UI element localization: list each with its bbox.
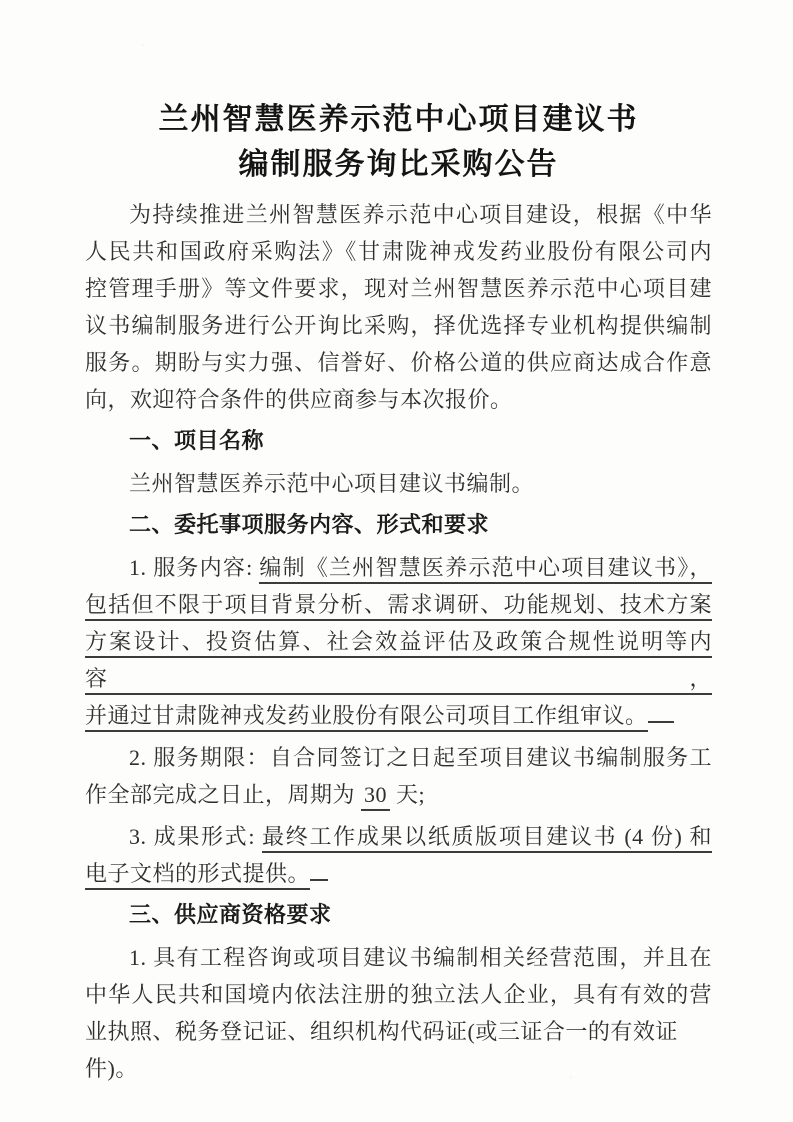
service-content-line-2 xyxy=(85,586,712,623)
section-3-heading: 三、供应商资格要求 xyxy=(129,903,332,928)
service-content-label: 1. 服务内容: xyxy=(129,555,260,580)
section-1-body xyxy=(85,465,712,502)
intro-paragraph xyxy=(85,196,712,418)
section-2-heading: 二、委托事项服务内容、形式和要求 xyxy=(129,513,490,538)
underline-tail xyxy=(648,701,674,723)
service-period-line-2 xyxy=(85,776,712,813)
project-name-line: 兰州智慧医养示范中心项目建议书编制。 xyxy=(129,471,535,496)
underline-tail xyxy=(310,859,328,881)
qualification-line-1: 1. 具有工程咨询或项目建议书编制相关经营范围，并且在 xyxy=(129,945,712,970)
service-period-text-pre: 作全部完成之日止，周期为 xyxy=(85,782,362,807)
deliverable-underlined-1: 最终工作成果以纸质版项目建议书 (4 份) 和 xyxy=(262,824,712,853)
service-period-text-post: 天; xyxy=(390,782,426,807)
service-content-line-4 xyxy=(85,697,712,734)
section-1-heading: 一、项目名称 xyxy=(129,429,265,454)
intro-line-6: 向，欢迎符合条件的供应商参与本次报价。 xyxy=(85,387,513,412)
service-period-line-1: 2. 服务期限：自合同签订之日起至项目建议书编制服务工 xyxy=(129,745,712,770)
service-content-line-3 xyxy=(85,623,712,697)
intro-line-5: 服务。期盼与实力强、信誉好、价格公道的供应商达成合作意 xyxy=(85,350,712,375)
service-content-item xyxy=(85,549,712,734)
service-content-underlined-1: 编制《兰州智慧医养示范中心项目建议书》， xyxy=(259,555,712,584)
deliverable-label: 3. 成果形式: xyxy=(129,824,263,849)
title-line-2: 编制服务询比采购公告 xyxy=(238,147,559,182)
service-content-underlined-4: 并通过甘肃陇神戎发药业股份有限公司项目工作组审议。 xyxy=(85,703,648,732)
qualification-line-2: 中华人民共和国境内依法注册的独立法人企业，具有有效的营 xyxy=(85,982,712,1007)
title-line-1: 兰州智慧医养示范中心项目建议书 xyxy=(158,102,639,137)
deliverable-line-1 xyxy=(85,818,712,855)
service-period-item xyxy=(85,739,712,813)
service-period-days-value: 30 xyxy=(361,782,390,811)
document-title xyxy=(85,97,712,187)
deliverable-form-item xyxy=(85,818,712,892)
deliverable-line-2 xyxy=(85,855,712,892)
service-content-line-1 xyxy=(85,549,712,586)
intro-line-3: 控管理手册》等文件要求，现对兰州智慧医养示范中心项目建 xyxy=(85,276,712,301)
intro-line-4: 议书编制服务进行公开询比采购，择优选择专业机构提供编制 xyxy=(85,313,712,338)
intro-line-2: 人民共和国政府采购法》《甘肃陇神戎发药业股份有限公司内 xyxy=(85,239,712,264)
intro-line-1: 为持续推进兰州智慧医养示范中心项目建设，根据《中华 xyxy=(129,202,712,227)
qualification-line-3: 业执照、税务登记证、组织机构代码证(或三证合一的有效证件)。 xyxy=(85,1019,678,1081)
supplier-qualification-item xyxy=(85,939,712,1087)
service-content-underlined-3: 方案设计、投资估算、社会效益评估及政策合规性说明等内容， xyxy=(85,629,712,695)
service-content-underlined-2: 包括但不限于项目背景分析、需求调研、功能规划、技术方案 xyxy=(85,592,712,621)
deliverable-underlined-2: 电子文档的形式提供。 xyxy=(85,861,310,890)
